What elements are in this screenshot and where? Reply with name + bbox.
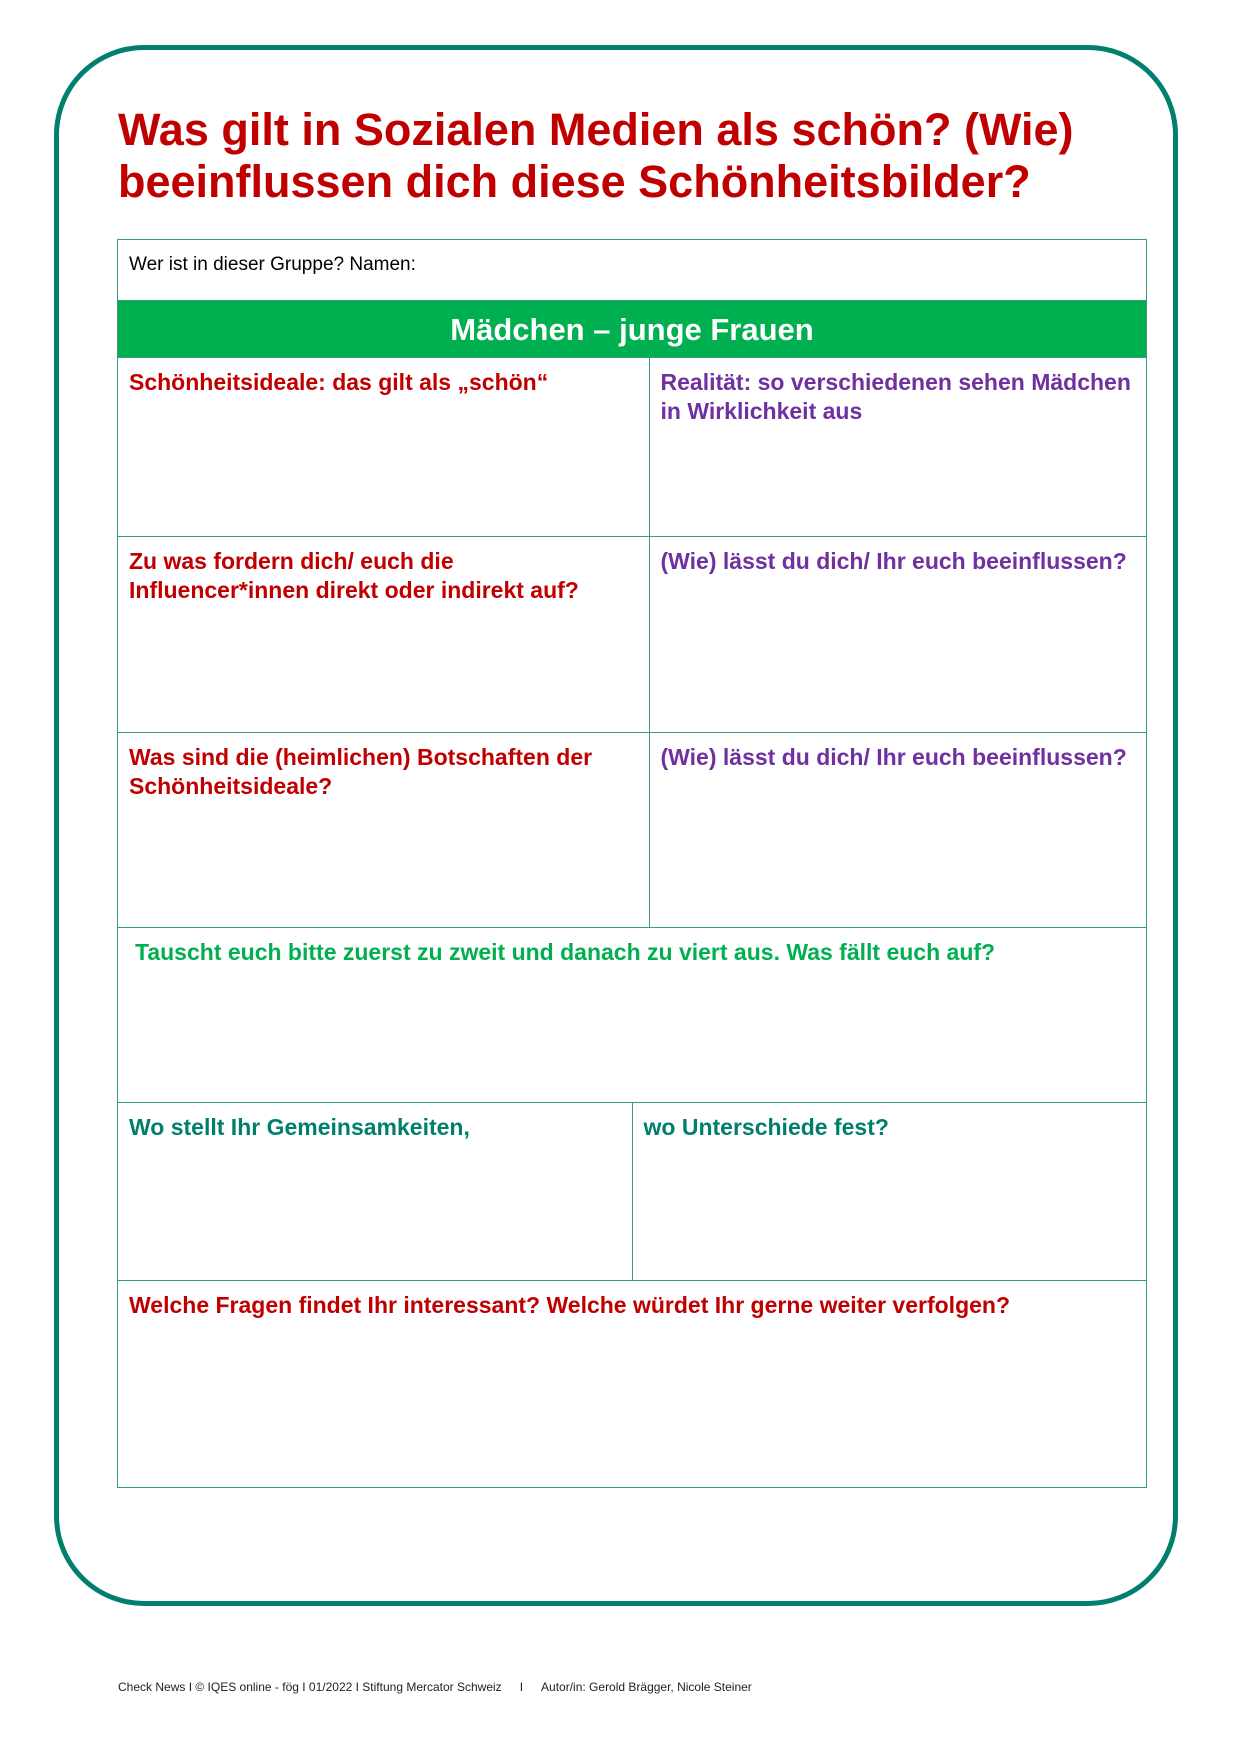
hidden-messages-cell[interactable]: Was sind die (heimlichen) Botschaften der Schönheitsideale?: [118, 733, 650, 928]
worksheet-table: [117, 239, 1147, 1488]
footer-authors: Autor/in: Gerold Brägger, Nicole Steiner: [541, 1680, 752, 1694]
group-names-field[interactable]: Wer ist in dieser Gruppe? Namen:: [118, 240, 1147, 301]
influence-cell-2[interactable]: (Wie) lässt du dich/ Ihr euch beeinflussen?: [649, 733, 1147, 928]
exchange-cell[interactable]: Tauscht euch bitte zuerst zu zweit und danach zu viert aus. Was fällt euch auf?: [118, 928, 1147, 1103]
footer: [118, 1680, 752, 1694]
questions-cell[interactable]: Welche Fragen findet Ihr interessant? Welche würdet Ihr gerne weiter verfolgen?: [118, 1281, 1147, 1488]
reality-cell[interactable]: Realität: so verschiedenen sehen Mädchen in Wirklichkeit aus: [649, 358, 1147, 537]
beauty-ideals-cell[interactable]: Schönheitsideale: das gilt als „schön“: [118, 358, 650, 537]
footer-separator: I: [519, 1680, 524, 1694]
page-title: Was gilt in Sozialen Medien als schön? (Wie) beeinflussen dich diese Schönheitsbilder?: [118, 104, 1074, 207]
differences-cell[interactable]: wo Unterschiede fest?: [632, 1103, 1146, 1281]
footer-credits: Check News I © IQES online - fög I 01/2022 I Stiftung Mercator Schweiz: [118, 1680, 502, 1694]
common-cell[interactable]: Wo stellt Ihr Gemeinsamkeiten,: [118, 1103, 633, 1281]
section-header: Mädchen – junge Frauen: [118, 301, 1147, 358]
influence-cell-1[interactable]: (Wie) lässt du dich/ Ihr euch beeinflussen?: [649, 537, 1147, 733]
influencer-demands-cell[interactable]: Zu was fordern dich/ euch die Influencer*innen direkt oder indirekt auf?: [118, 537, 650, 733]
